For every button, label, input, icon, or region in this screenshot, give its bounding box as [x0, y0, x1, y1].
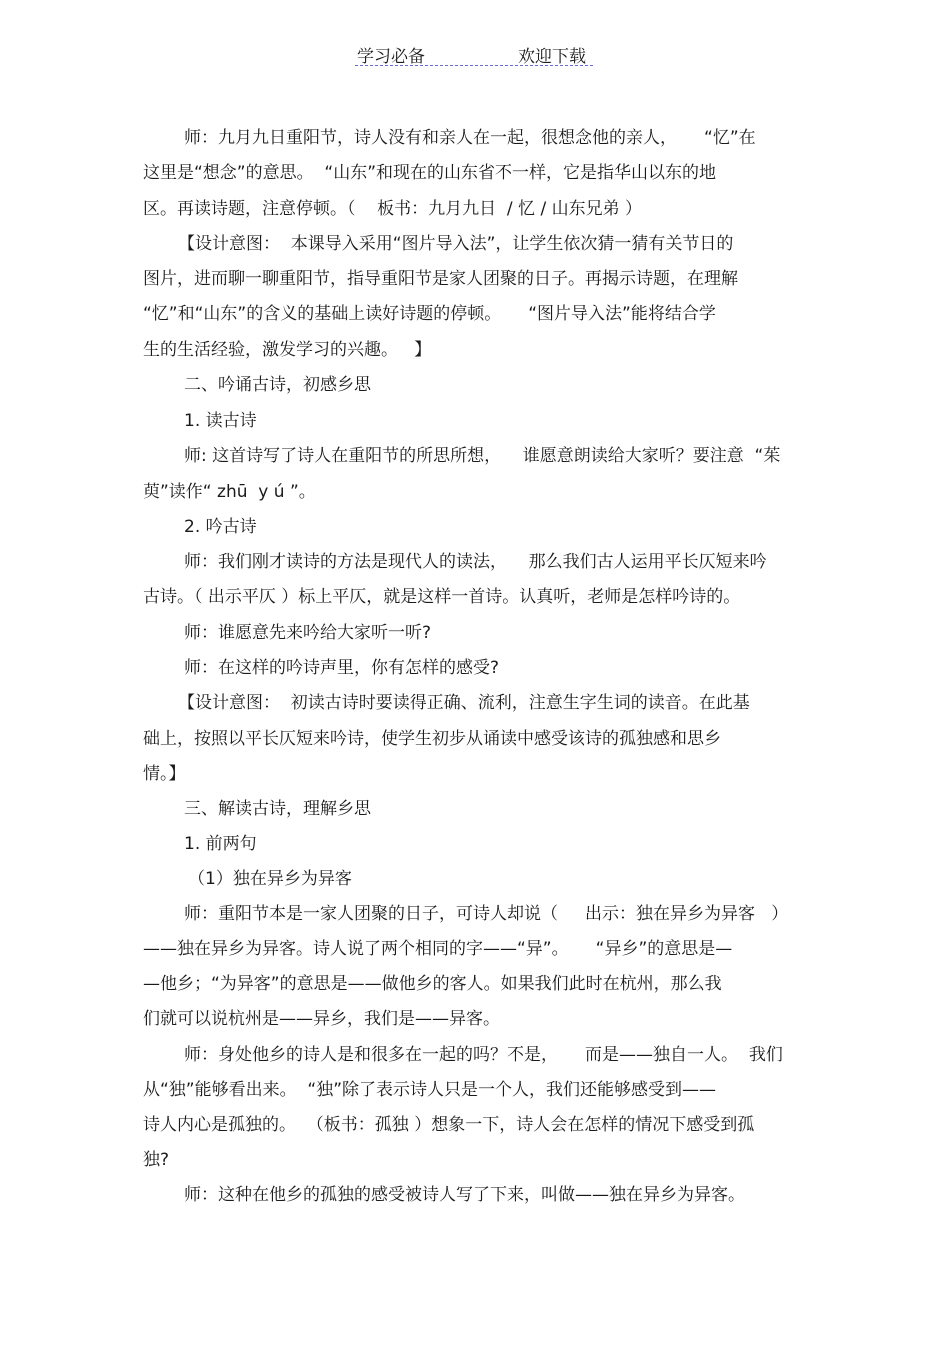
- text-line: “忆”和“山东”的含义的基础上读好诗题的停顿。 “图片导入法”能将结合学: [143, 304, 716, 324]
- header-left-text: 学习必备: [357, 47, 425, 67]
- text-line: 这里是“想念”的意思。 “山东”和现在的山东省不一样，它是指华山以东的地: [143, 163, 717, 183]
- text-line: 师：身处他乡的诗人是和很多在一起的吗？不是， 而是——独自一人。 我们: [184, 1045, 783, 1065]
- text-line: ——独在异乡为异客。诗人说了两个相同的字——“异”。 “异乡”的意思是—: [143, 939, 733, 959]
- text-line: 师：这种在他乡的孤独的感受被诗人写了下来，叫做——独在异乡为异客。: [184, 1185, 745, 1205]
- text-line: 独?: [143, 1150, 170, 1170]
- text-line: 图片，进而聊一聊重阳节，指导重阳节是家人团聚的日子。再揭示诗题，在理解: [143, 269, 738, 289]
- text-line: 诗人内心是孤独的。 （板书：孤独 ）想象一下，诗人会在怎样的情况下感受到孤: [143, 1115, 755, 1135]
- text-line: 师：我们刚才读诗的方法是现代人的读法， 那么我们古人运用平长仄短来吟: [184, 552, 767, 572]
- text-line: 情。】: [143, 764, 186, 784]
- text-line: 师：谁愿意先来吟给大家听一听?: [184, 623, 432, 643]
- text-line: 古诗。（ 出示平仄 ）标上平仄，就是这样一首诗。认真听，老师是怎样吟诗的。: [143, 587, 741, 607]
- subsection-heading: 1. 前两句: [184, 834, 257, 854]
- subsection-heading: （1）独在异乡为异客: [188, 869, 352, 889]
- text-line: —他乡；“为异客”的意思是——做他乡的客人。如果我们此时在杭州，那么我: [143, 974, 722, 994]
- text-line: 师: 这首诗写了诗人在重阳节的所思所想， 谁愿意朗读给大家听？要注意 “茱: [184, 446, 781, 466]
- header-dashed-rule: [355, 65, 593, 66]
- header-right-text: 欢迎下载: [518, 47, 586, 67]
- page-header: [0, 38, 950, 68]
- text-line: 【设计意图： 本课导入采用“图片导入法”，让学生依次猜一猜有关节日的: [178, 234, 734, 254]
- text-line: 师：在这样的吟诗声里，你有怎样的感受?: [184, 658, 500, 678]
- text-line: 们就可以说杭州是——异乡，我们是——异客。: [143, 1009, 500, 1029]
- text-line: 础上，按照以平长仄短来吟诗，使学生初步从诵读中感受该诗的孤独感和思乡: [143, 729, 721, 749]
- section-heading: 三、解读古诗，理解乡思: [184, 799, 371, 819]
- text-line: 生的生活经验，激发学习的兴趣。 】: [143, 340, 432, 360]
- subsection-heading: 2. 吟古诗: [184, 517, 257, 537]
- text-line: 从“独”能够看出来。 “独”除了表示诗人只是一个人，我们还能够感受到——: [143, 1080, 717, 1100]
- section-heading: 二、吟诵古诗，初感乡思: [184, 375, 371, 395]
- text-line: 师：重阳节本是一家人团聚的日子，可诗人却说（ 出示：独在异乡为异客 ）: [184, 904, 789, 924]
- text-line: 【设计意图： 初读古诗时要读得正确、流利，注意生字生词的读音。在此基: [178, 693, 750, 713]
- text-line: 萸”读作“ zhū y ú ”。: [143, 482, 316, 502]
- text-line: 区。再读诗题，注意停顿。（ 板书：九月九日 / 忆 / 山东兄弟 ）: [143, 199, 642, 219]
- subsection-heading: 1. 读古诗: [184, 411, 257, 431]
- text-line: 师：九月九日重阳节，诗人没有和亲人在一起，很想念他的亲人， “忆”在: [184, 128, 756, 148]
